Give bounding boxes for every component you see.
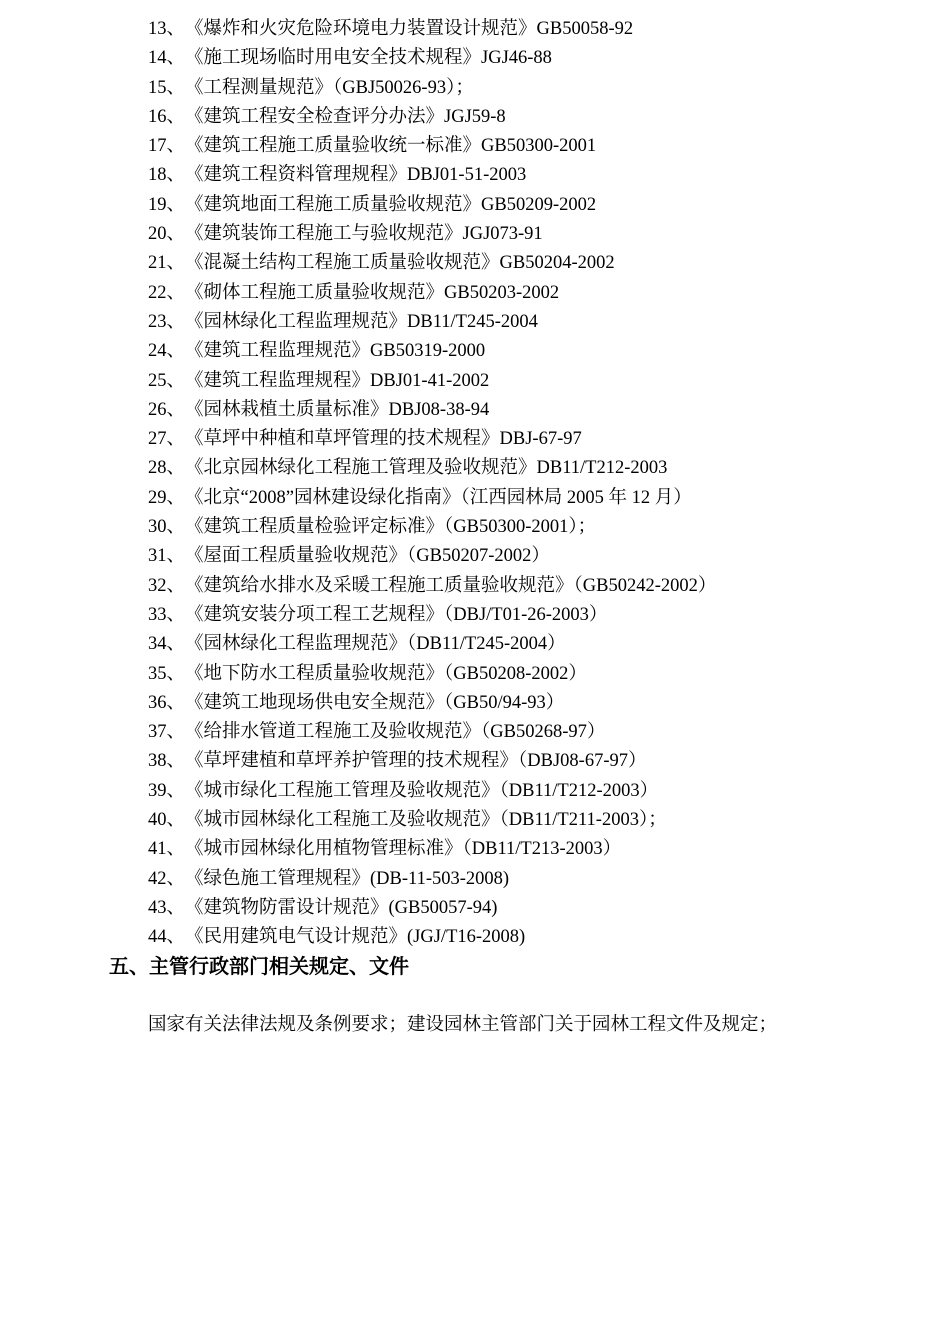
- reference-title: 《建筑工程安全检查评分办法》JGJ59-8: [185, 106, 506, 127]
- section-body: 国家有关法律法规及条例要求；建设园林主管部门关于园林工程文件及规定；: [148, 1015, 778, 1035]
- reference-number: 35、: [148, 663, 186, 684]
- reference-number: 34、: [148, 634, 186, 655]
- reference-number: 36、: [148, 692, 186, 713]
- reference-title: 《爆炸和火灾危险环境电力装置设计规范》GB50058-92: [185, 19, 634, 39]
- reference-item: [148, 923, 716, 952]
- reference-title: 《建筑物防雷设计规范》(GB50057-94): [185, 897, 498, 918]
- reference-title: 《城市绿化工程施工管理及验收规范》（DB11/T212-2003）: [185, 780, 659, 801]
- reference-number: 32、: [148, 575, 186, 596]
- reference-title: 《城市园林绿化用植物管理标准》（DB11/T213-2003）: [185, 839, 622, 860]
- reference-number: 29、: [148, 487, 186, 508]
- reference-title: 《建筑工程质量检验评定标准》（GB50300-2001）；: [185, 517, 597, 538]
- reference-number: 17、: [148, 136, 186, 157]
- reference-title: 《园林绿化工程监理规范》DB11/T245-2004: [185, 311, 538, 332]
- reference-number: 42、: [148, 868, 186, 889]
- reference-number: 14、: [148, 48, 186, 69]
- reference-number: 30、: [148, 517, 186, 538]
- reference-title: 《建筑地面工程施工质量验收规范》GB50209-2002: [185, 194, 597, 215]
- reference-title: 《北京“2008”园林建设绿化指南》（江西园林局 2005 年 12 月）: [185, 487, 692, 508]
- reference-number: 25、: [148, 370, 186, 391]
- reference-number: 13、: [148, 19, 186, 39]
- reference-number: 16、: [148, 106, 186, 127]
- reference-item: [148, 15, 716, 44]
- reference-item: [148, 601, 716, 630]
- reference-number: 19、: [148, 194, 186, 215]
- reference-title: 《混凝土结构工程施工质量验收规范》GB50204-2002: [185, 253, 615, 274]
- reference-item: [148, 835, 716, 864]
- reference-item: [148, 103, 716, 132]
- reference-item: [148, 396, 716, 425]
- reference-number: 28、: [148, 458, 186, 479]
- reference-item: [148, 132, 716, 161]
- reference-item: [148, 220, 716, 249]
- reference-item: [148, 747, 716, 776]
- reference-item: [148, 191, 716, 220]
- reference-number: 37、: [148, 722, 186, 743]
- reference-item: [148, 660, 716, 689]
- reference-item: [148, 425, 716, 454]
- reference-item: [148, 542, 716, 571]
- reference-title: 《建筑工程监理规程》DBJ01-41-2002: [185, 370, 490, 391]
- reference-title: 《建筑装饰工程施工与验收规范》JGJ073-91: [185, 224, 543, 245]
- reference-item: [148, 572, 716, 601]
- reference-title: 《建筑给水排水及采暖工程施工质量验收规范》（GB50242-2002）: [185, 575, 717, 596]
- reference-title: 《建筑工地现场供电安全规范》（GB50/94-93）: [185, 692, 565, 713]
- reference-title: 《建筑工程监理规范》GB50319-2000: [185, 341, 486, 362]
- reference-title: 《建筑工程资料管理规程》DBJ01-51-2003: [185, 165, 527, 186]
- reference-number: 31、: [148, 546, 186, 567]
- reference-number: 24、: [148, 341, 186, 362]
- reference-item: [148, 865, 716, 894]
- reference-item: [148, 513, 716, 542]
- reference-item: [148, 630, 716, 659]
- reference-title: 《建筑工程施工质量验收统一标准》GB50300-2001: [185, 136, 597, 157]
- reference-title: 《建筑安装分项工程工艺规程》（DBJ/T01-26-2003）: [185, 604, 608, 625]
- reference-item: [148, 484, 716, 513]
- reference-number: 27、: [148, 429, 186, 450]
- reference-title: 《屋面工程质量验收规范》（GB50207-2002）: [185, 546, 550, 567]
- reference-title: 《园林绿化工程监理规范》（DB11/T245-2004）: [185, 634, 566, 655]
- reference-number: 22、: [148, 282, 186, 303]
- reference-item: [148, 777, 716, 806]
- reference-number: 41、: [148, 839, 186, 860]
- reference-number: 21、: [148, 253, 186, 274]
- reference-number: 43、: [148, 897, 186, 918]
- reference-title: 《施工现场临时用电安全技术规程》JGJ46-88: [185, 48, 552, 69]
- reference-number: 44、: [148, 927, 186, 948]
- reference-item: [148, 337, 716, 366]
- reference-list: [148, 15, 716, 953]
- reference-title: 《工程测量规范》（GBJ50026-93）；: [185, 77, 474, 98]
- reference-title: 《绿色施工管理规程》(DB-11-503-2008): [185, 868, 510, 889]
- reference-item: [148, 279, 716, 308]
- reference-title: 《给排水管道工程施工及验收规范》（GB50268-97）: [185, 722, 606, 743]
- reference-item: [148, 44, 716, 73]
- reference-title: 《园林栽植土质量标准》DBJ08-38-94: [185, 399, 490, 420]
- section-heading: 五、主管行政部门相关规定、文件: [109, 956, 409, 978]
- reference-number: 20、: [148, 224, 186, 245]
- reference-title: 《草坪建植和草坪养护管理的技术规程》（DBJ08-67-97）: [185, 751, 647, 772]
- reference-item: [148, 161, 716, 190]
- reference-item: [148, 718, 716, 747]
- reference-number: 26、: [148, 399, 186, 420]
- reference-item: [148, 894, 716, 923]
- reference-number: 39、: [148, 780, 186, 801]
- reference-number: 18、: [148, 165, 186, 186]
- reference-item: [148, 74, 716, 103]
- reference-item: [148, 367, 716, 396]
- reference-item: [148, 689, 716, 718]
- reference-number: 40、: [148, 810, 186, 831]
- reference-item: [148, 249, 716, 278]
- reference-number: 15、: [148, 77, 186, 98]
- reference-item: [148, 454, 716, 483]
- reference-title: 《砌体工程施工质量验收规范》GB50203-2002: [185, 282, 560, 303]
- reference-title: 《地下防水工程质量验收规范》（GB50208-2002）: [185, 663, 587, 684]
- reference-title: 《北京园林绿化工程施工管理及验收规范》DB11/T212-2003: [185, 458, 668, 479]
- reference-item: [148, 806, 716, 835]
- reference-number: 23、: [148, 311, 186, 332]
- reference-title: 《城市园林绿化工程施工及验收规范》（DB11/T211-2003）；: [185, 810, 667, 831]
- reference-title: 《民用建筑电气设计规范》(JGJ/T16-2008): [185, 927, 526, 948]
- reference-number: 33、: [148, 604, 186, 625]
- reference-number: 38、: [148, 751, 186, 772]
- reference-title: 《草坪中种植和草坪管理的技术规程》DBJ-67-97: [185, 429, 582, 450]
- reference-item: [148, 308, 716, 337]
